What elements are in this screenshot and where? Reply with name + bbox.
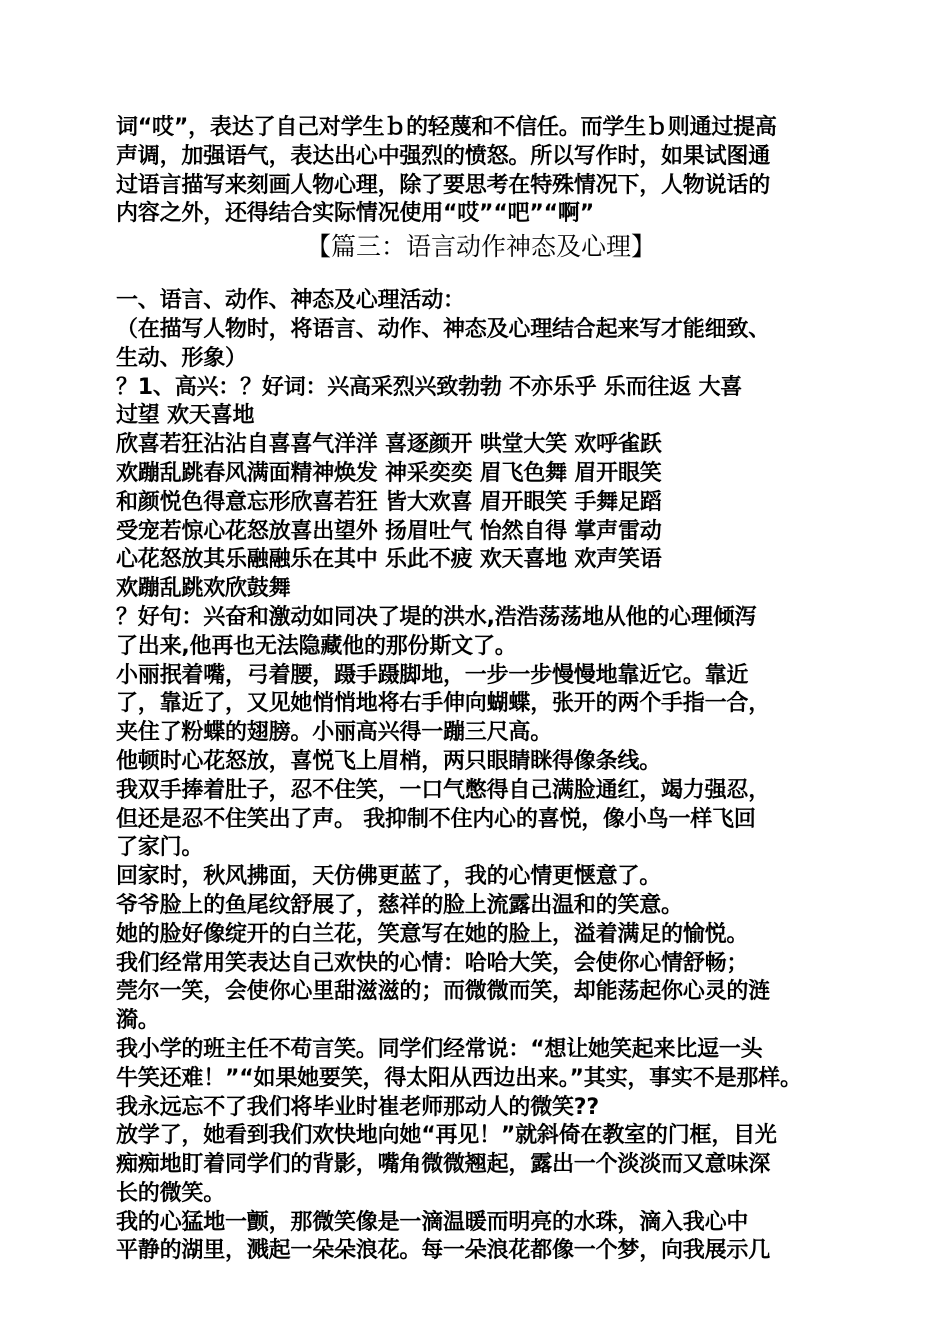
text-line: 但还是忍不住笑出了声。 我抑制不住内心的喜悦，像小鸟一样飞回	[116, 806, 756, 832]
text-line: 夹住了粉蝶的翅膀。小丽高兴得一蹦三尺高。	[116, 720, 553, 746]
text-line: 莞尔一笑，会使你心里甜滋滋的；而微微而笑，却能荡起你心灵的涟	[116, 979, 771, 1005]
text-line: 词“哎”，表达了自己对学生ｂ的轻蔑和不信任。而学生ｂ则通过提高	[116, 115, 777, 140]
text-line: 平静的湖里，溅起一朵朵浪花。每一朵浪花都像一个梦，向我展示几	[116, 1238, 771, 1264]
text-line: ？1、高兴：？好词：兴高采烈兴致勃勃 不亦乐乎 乐而往返 大喜	[116, 374, 743, 400]
text-line: 我小学的班主任不苟言笑。同学们经常说：“想让她笑起来比逗一头	[116, 1036, 763, 1062]
text-line: （在描写人物时，将语言、动作、神态及心理结合起来写才能细致、	[116, 316, 771, 342]
text-line: 了，靠近了，又见她悄悄地将右手伸向蝴蝶，张开的两个手指一合，	[116, 691, 771, 717]
section-heading: 【篇三：语言动作神态及心理】	[305, 232, 656, 262]
text-line: 我的心猛地一颤，那微笑像是一滴温暖而明亮的水珠，滴入我心中	[116, 1209, 749, 1235]
text-line: 欣喜若狂沾沾自喜喜气洋洋 喜逐颜开 哄堂大笑 欢呼雀跃	[116, 432, 662, 458]
text-line: 过语言描写来刻画人物心理，除了要思考在特殊情况下，人物说话的	[116, 172, 771, 198]
text-line: 了家门。	[116, 835, 204, 861]
text-line: 爷爷脸上的鱼尾纹舒展了，慈祥的脸上流露出温和的笑意。	[116, 892, 683, 918]
text-line: ？好句：兴奋和激动如同决了堤的洪水,浩浩荡荡地从他的心理倾泻	[116, 604, 757, 630]
document-page	[116, 114, 846, 1266]
text-line: 回家时，秋风拂面，天仿佛更蓝了，我的心情更惬意了。	[116, 864, 662, 890]
body-text	[116, 287, 846, 1266]
intro-paragraph	[116, 114, 846, 229]
text-line: 过望 欢天喜地	[116, 403, 255, 429]
text-line: 受宠若惊心花怒放喜出望外 扬眉吐气 怡然自得 掌声雷动	[116, 518, 662, 544]
text-line: 和颜悦色得意忘形欣喜若狂 皆大欢喜 眉开眼笑 手舞足蹈	[116, 489, 662, 515]
text-line: 欢蹦乱跳春风满面精神焕发 神采奕奕 眉飞色舞 眉开眼笑	[116, 460, 662, 486]
text-line: 声调，加强语气，表达出心中强烈的愤怒。所以写作时，如果试图通	[116, 143, 771, 169]
text-line: 我双手捧着肚子，忍不住笑，一口气憋得自己满脸通红，竭力强忍，	[116, 777, 771, 803]
text-line: 欢蹦乱跳欢欣鼓舞	[116, 576, 291, 602]
text-line: 内容之外，还得结合实际情况使用“哎”“吧”“啊”	[116, 201, 594, 227]
text-line: 牛笑还难！”“如果她要笑，得太阳从西边出来。”其实，事实不是那样。	[116, 1065, 802, 1091]
text-line: 长的微笑。	[116, 1180, 226, 1206]
text-line: 我们经常用笑表达自己欢快的心情：哈哈大笑，会使你心情舒畅；	[116, 950, 749, 976]
text-line: 她的脸好像绽开的白兰花，笑意写在她的脸上，溢着满足的愉悦。	[116, 921, 749, 947]
text-line: 心花怒放其乐融融乐在其中 乐此不疲 欢天喜地 欢声笑语	[116, 547, 662, 573]
text-line: 他顿时心花怒放，喜悦飞上眉梢，两只眼睛眯得像条线。	[116, 748, 662, 774]
text-line: 小丽抿着嘴，弓着腰，蹑手蹑脚地，一步一步慢慢地靠近它。靠近	[116, 662, 749, 688]
text-line: 漪。	[116, 1008, 160, 1034]
text-line: 我永远忘不了我们将毕业时崔老师那动人的微笑??	[116, 1094, 599, 1120]
text-line: 了出来,他再也无法隐藏他的那份斯文了。	[116, 633, 517, 659]
text-line: 痴痴地盯着同学们的背影，嘴角微微翘起，露出一个淡淡而又意味深	[116, 1152, 771, 1178]
text-line: 放学了，她看到我们欢快地向她“再见！”就斜倚在教室的门框，目光	[116, 1123, 777, 1149]
text-line: 一、语言、动作、神态及心理活动：	[116, 288, 465, 314]
text-line: 生动、形象）	[116, 345, 247, 371]
